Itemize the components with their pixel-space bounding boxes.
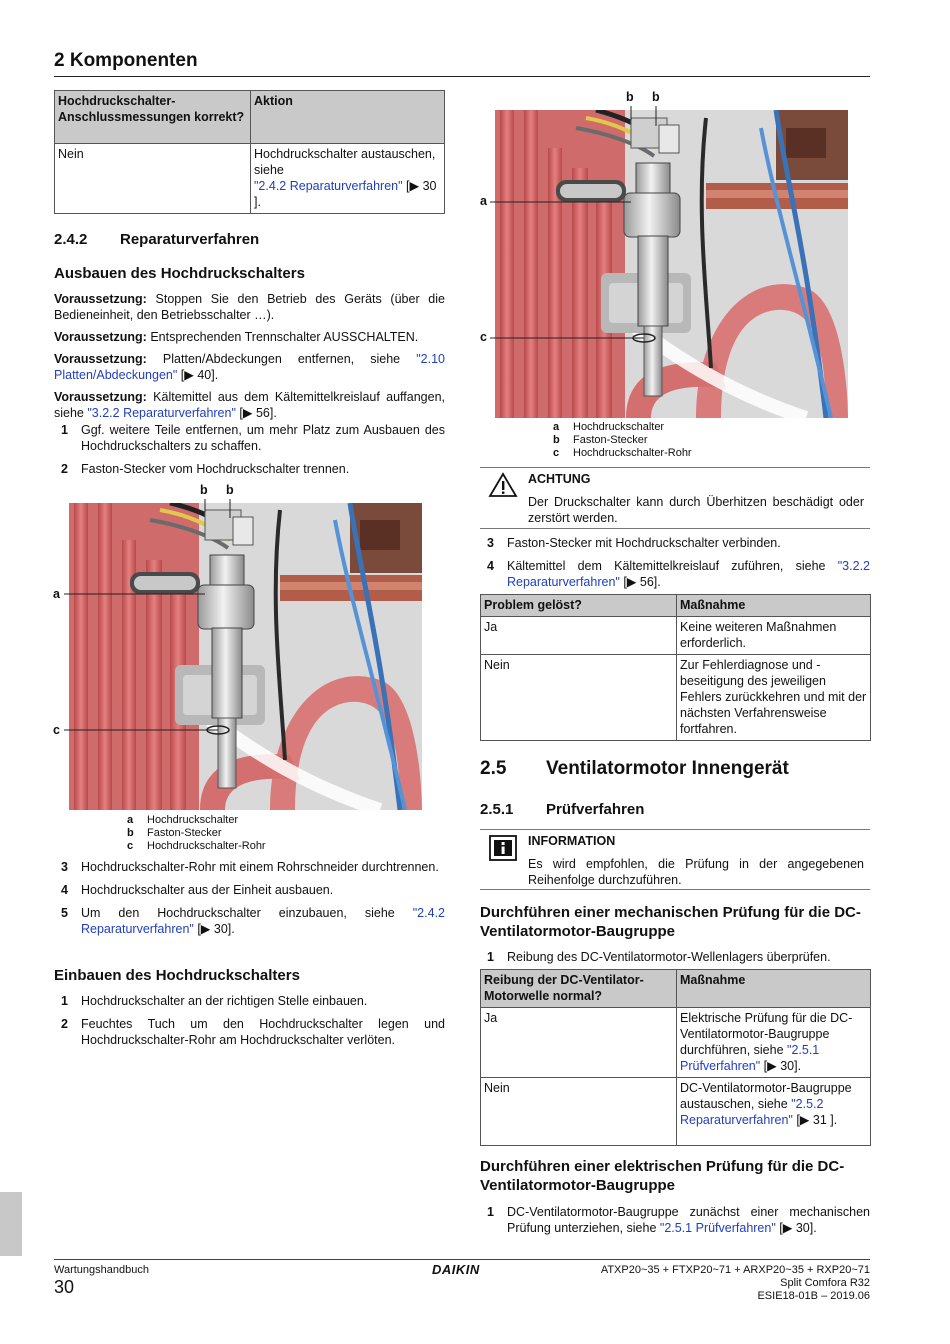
table-problem-solved [480,594,871,741]
heading-remove-switch: Ausbauen des Hochdruckschalters [54,265,305,282]
table-header: Maßnahme [677,595,871,617]
table-row [481,655,871,741]
caution-title: ACHTUNG [528,472,591,486]
remove-steps-a [54,422,445,477]
section-heading-2-4-2 [54,231,259,249]
pressure-switch-illustration [50,480,430,812]
footer-series: Split Comfora R32 [780,1277,870,1289]
heading-mechanical-check: Durchführen einer mechanischen Prüfung für die DC-Ventilatormotor-Baugruppe [480,904,861,940]
chapter-divider [54,76,870,77]
page-ref: [▶ 30 ]. [254,179,437,209]
brand-logo: DAIKIN [432,1262,480,1277]
list-item: 4 Kältemittel dem Kältemittelkreislauf zuführen, siehe "3.2.2 Reparaturverfahren" [▶ 56]. [487,559,870,589]
heading-electrical-check: Durchführen einer elektrischen Prüfung für die DC-Ventilatormotor-Baugruppe [480,1158,845,1194]
list-item: 1 DC-Ventilatormotor-Baugruppe zunächst einer mechanischen Prüfung unterziehen, siehe "2.5.1 Prüfverfahren" [▶ 30]. [487,1205,870,1235]
table-connection-check [54,90,445,214]
link-repair-procedure[interactable]: "2.4.2 Reparaturverfahren" [254,179,403,193]
figure-legend [127,814,266,853]
legend-item: a Hochdruckschalter [127,814,239,826]
figure-legend [553,421,692,460]
table-header: Hochdruckschalter-Anschlussmessungen korrekt? [55,91,251,144]
remove-steps-b [54,859,445,937]
section-number: 2.4.2 [54,231,88,248]
table-row [55,144,445,214]
table-cell: Nein [481,1078,677,1146]
footer-doc-title: Wartungshandbuch [54,1264,149,1276]
table-cell: Keine weiteren Maßnahmen erforderlich. [677,617,871,655]
caution-text: Der Druckschalter kann durch Überhitzen beschädigt oder zerstört werden. [528,495,864,525]
info-icon [489,835,517,865]
cell-text: Hochdruckschalter austauschen, siehe [254,147,436,177]
table-row [481,1078,871,1146]
section-title: Prüfverfahren [546,801,645,818]
callout-b: b [226,483,234,497]
list-item: 1 Hochdruckschalter an der richtigen Stelle einbauen. [61,994,368,1008]
legend-item: b Faston-Stecker [127,827,222,839]
link-repair-procedure[interactable]: "2.5.2 Reparaturverfahren" [680,1097,824,1127]
footer-model-info [601,1264,870,1303]
elec-steps [480,1204,870,1236]
callout-c: c [53,723,60,737]
table-cell: Nein [55,144,251,214]
table-cell: Ja [481,1008,677,1078]
callout-b: b [652,90,660,104]
table-cell: Elektrische Prüfung für die DC-Ventilatormotor-Baugruppe durchführen, siehe "2.5.1 Prüfverfahren" [▶ 30]. [677,1008,871,1078]
section-number: 2.5.1 [480,801,514,818]
divider [480,467,870,468]
section-heading-2-5-1 [480,801,644,819]
prerequisites [54,291,445,427]
list-item: 1 Reibung des DC-Ventilatormotor-Wellenlagers überprüfen. [487,950,831,964]
table-header: Aktion [251,91,445,144]
chapter-title: 2 Komponenten [54,50,198,71]
table-fan-friction [480,969,871,1146]
section-heading-2-5 [480,758,789,780]
legend-item: c Hochdruckschalter-Rohr [553,447,692,459]
info-title: INFORMATION [528,834,616,848]
list-item: 5 Um den Hochdruckschalter einzubauen, siehe "2.4.2 Reparaturverfahren" [▶ 30]. [61,906,445,936]
callout-a: a [480,194,487,208]
list-item: 3 Faston-Stecker mit Hochdruckschalter verbinden. [487,536,781,550]
table-header: Reibung der DC-Ventilator-Motorwelle normal? [481,970,677,1008]
page-number: 30 [54,1277,75,1297]
table-row [481,617,871,655]
mech-steps [480,949,870,965]
table-header: Maßnahme [677,970,871,1008]
callout-c: c [480,330,487,344]
section-title: Ventilatormotor Innengerät [546,758,789,779]
table-cell: Zur Fehlerdiagnose und -beseitigung des jeweiligen Fehlers zurückkehren und mit der nächsten Verfahrensweise fortfahren. [677,655,871,741]
table-header: Problem gelöst? [481,595,677,617]
divider [480,528,870,529]
section-title: Reparaturverfahren [120,231,260,248]
list-item: 2 Feuchtes Tuch um den Hochdruckschalter legen und Hochdruckschalter-Rohr am Hochdruckschalter verlöten. [61,1017,445,1047]
callout-b: b [200,483,208,497]
footer-divider [54,1259,870,1260]
warning-icon [488,472,518,502]
figure-high-pressure-switch-left [50,480,430,812]
figure-high-pressure-switch-right [476,88,856,420]
table-cell: Nein [481,655,677,741]
prerequisite: Voraussetzung: Kältemittel aus dem Kältemittelkreislauf auffangen, siehe "3.2.2 Reparaturverfahren" [▶ 56]. [54,390,445,420]
link-check-procedure[interactable]: "2.5.1 Prüfverfahren" [659,1221,776,1235]
pressure-switch-illustration [476,88,856,420]
info-text: Es wird empfohlen, die Prüfung in der angegebenen Reihenfolge durchzuführen. [528,857,864,887]
link-check-procedure[interactable]: "2.5.1 Prüfverfahren" [680,1043,820,1073]
prerequisite: Voraussetzung: Entsprechenden Trennschalter AUSSCHALTEN. [54,330,419,344]
list-item: 3 Hochdruckschalter-Rohr mit einem Rohrschneider durchtrennen. [61,860,439,874]
link-panels-covers[interactable]: "2.10 Platten/Abdeckungen" [54,352,445,382]
caution-box [528,471,864,526]
legend-item: b Faston-Stecker [553,434,648,446]
divider [480,829,870,830]
prerequisite: Voraussetzung: Stoppen Sie den Betrieb des Geräts (über die Bedieneinheit, den Betriebsschalter …). [54,292,445,322]
table-cell [251,144,445,214]
list-item: 4 Hochdruckschalter aus der Einheit ausbauen. [61,883,334,897]
link-refrigerant-repair[interactable]: "3.2.2 Reparaturverfahren" [87,406,236,420]
link-repair-procedure[interactable]: "2.4.2 Reparaturverfahren" [81,906,445,936]
table-row [481,1008,871,1078]
legend-item: c Hochdruckschalter-Rohr [127,840,266,852]
list-item: 1 Ggf. weitere Teile entfernen, um mehr Platz zum Ausbauen des Hochdruckschalters zu schaffen. [61,423,445,453]
info-box [528,833,864,888]
callout-b: b [626,90,634,104]
right-steps [480,535,870,590]
link-refrigerant-repair[interactable]: "3.2.2 Reparaturverfahren" [507,559,870,589]
heading-install-switch: Einbauen des Hochdruckschalters [54,967,300,984]
install-steps [54,993,445,1048]
table-cell: Ja [481,617,677,655]
callout-a: a [53,587,60,601]
table-cell: DC-Ventilatormotor-Baugruppe austauschen, siehe "2.5.2 Reparaturverfahren" [▶ 31 ]. [677,1078,871,1146]
chapter-tab-marker [0,1192,22,1256]
list-item: 2 Faston-Stecker vom Hochdruckschalter trennen. [61,462,350,476]
footer-code: ESIE18-01B – 2019.06 [757,1290,870,1302]
divider [480,889,870,890]
legend-item: a Hochdruckschalter [553,421,665,433]
prerequisite: Voraussetzung: Platten/Abdeckungen entfernen, siehe "2.10 Platten/Abdeckungen" [▶ 40]. [54,352,445,382]
section-number: 2.5 [480,758,507,779]
footer-models: ATXP20~35 + FTXP20~71 + ARXP20~35 + RXP20~71 [600,1264,870,1276]
